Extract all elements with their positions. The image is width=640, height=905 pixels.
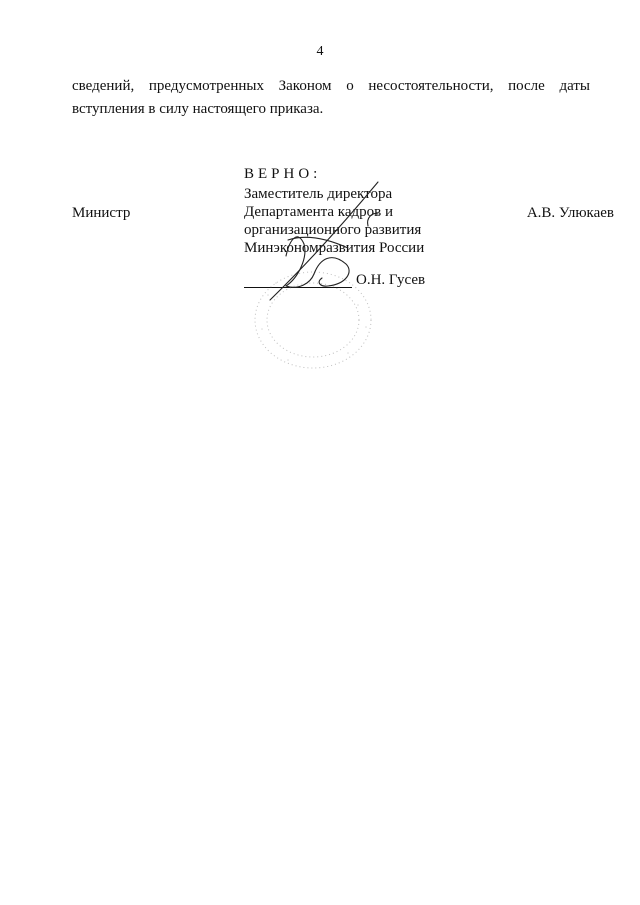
minister-name: А.В. Улюкаев bbox=[526, 205, 614, 221]
certification-line: Департамента кадров и bbox=[244, 204, 393, 220]
certification-line: Заместитель директора bbox=[244, 186, 393, 202]
minister-title: Министр bbox=[72, 205, 131, 221]
body-line: сведений, предусмотренных Законом о несостоятельности, после даты bbox=[72, 78, 590, 94]
body-paragraph bbox=[72, 75, 590, 121]
handwritten-signature-icon bbox=[228, 178, 388, 308]
page-number: 4 bbox=[316, 44, 324, 59]
body-line: вступления в силу настоящего приказа. bbox=[72, 101, 324, 117]
certification-heading: ВЕРНО: bbox=[244, 166, 322, 182]
certifier-name: О.Н. Гусев bbox=[356, 272, 426, 288]
certification-line: Минэкономразвития России bbox=[244, 240, 425, 256]
certification-line: организационного развития bbox=[244, 222, 422, 238]
